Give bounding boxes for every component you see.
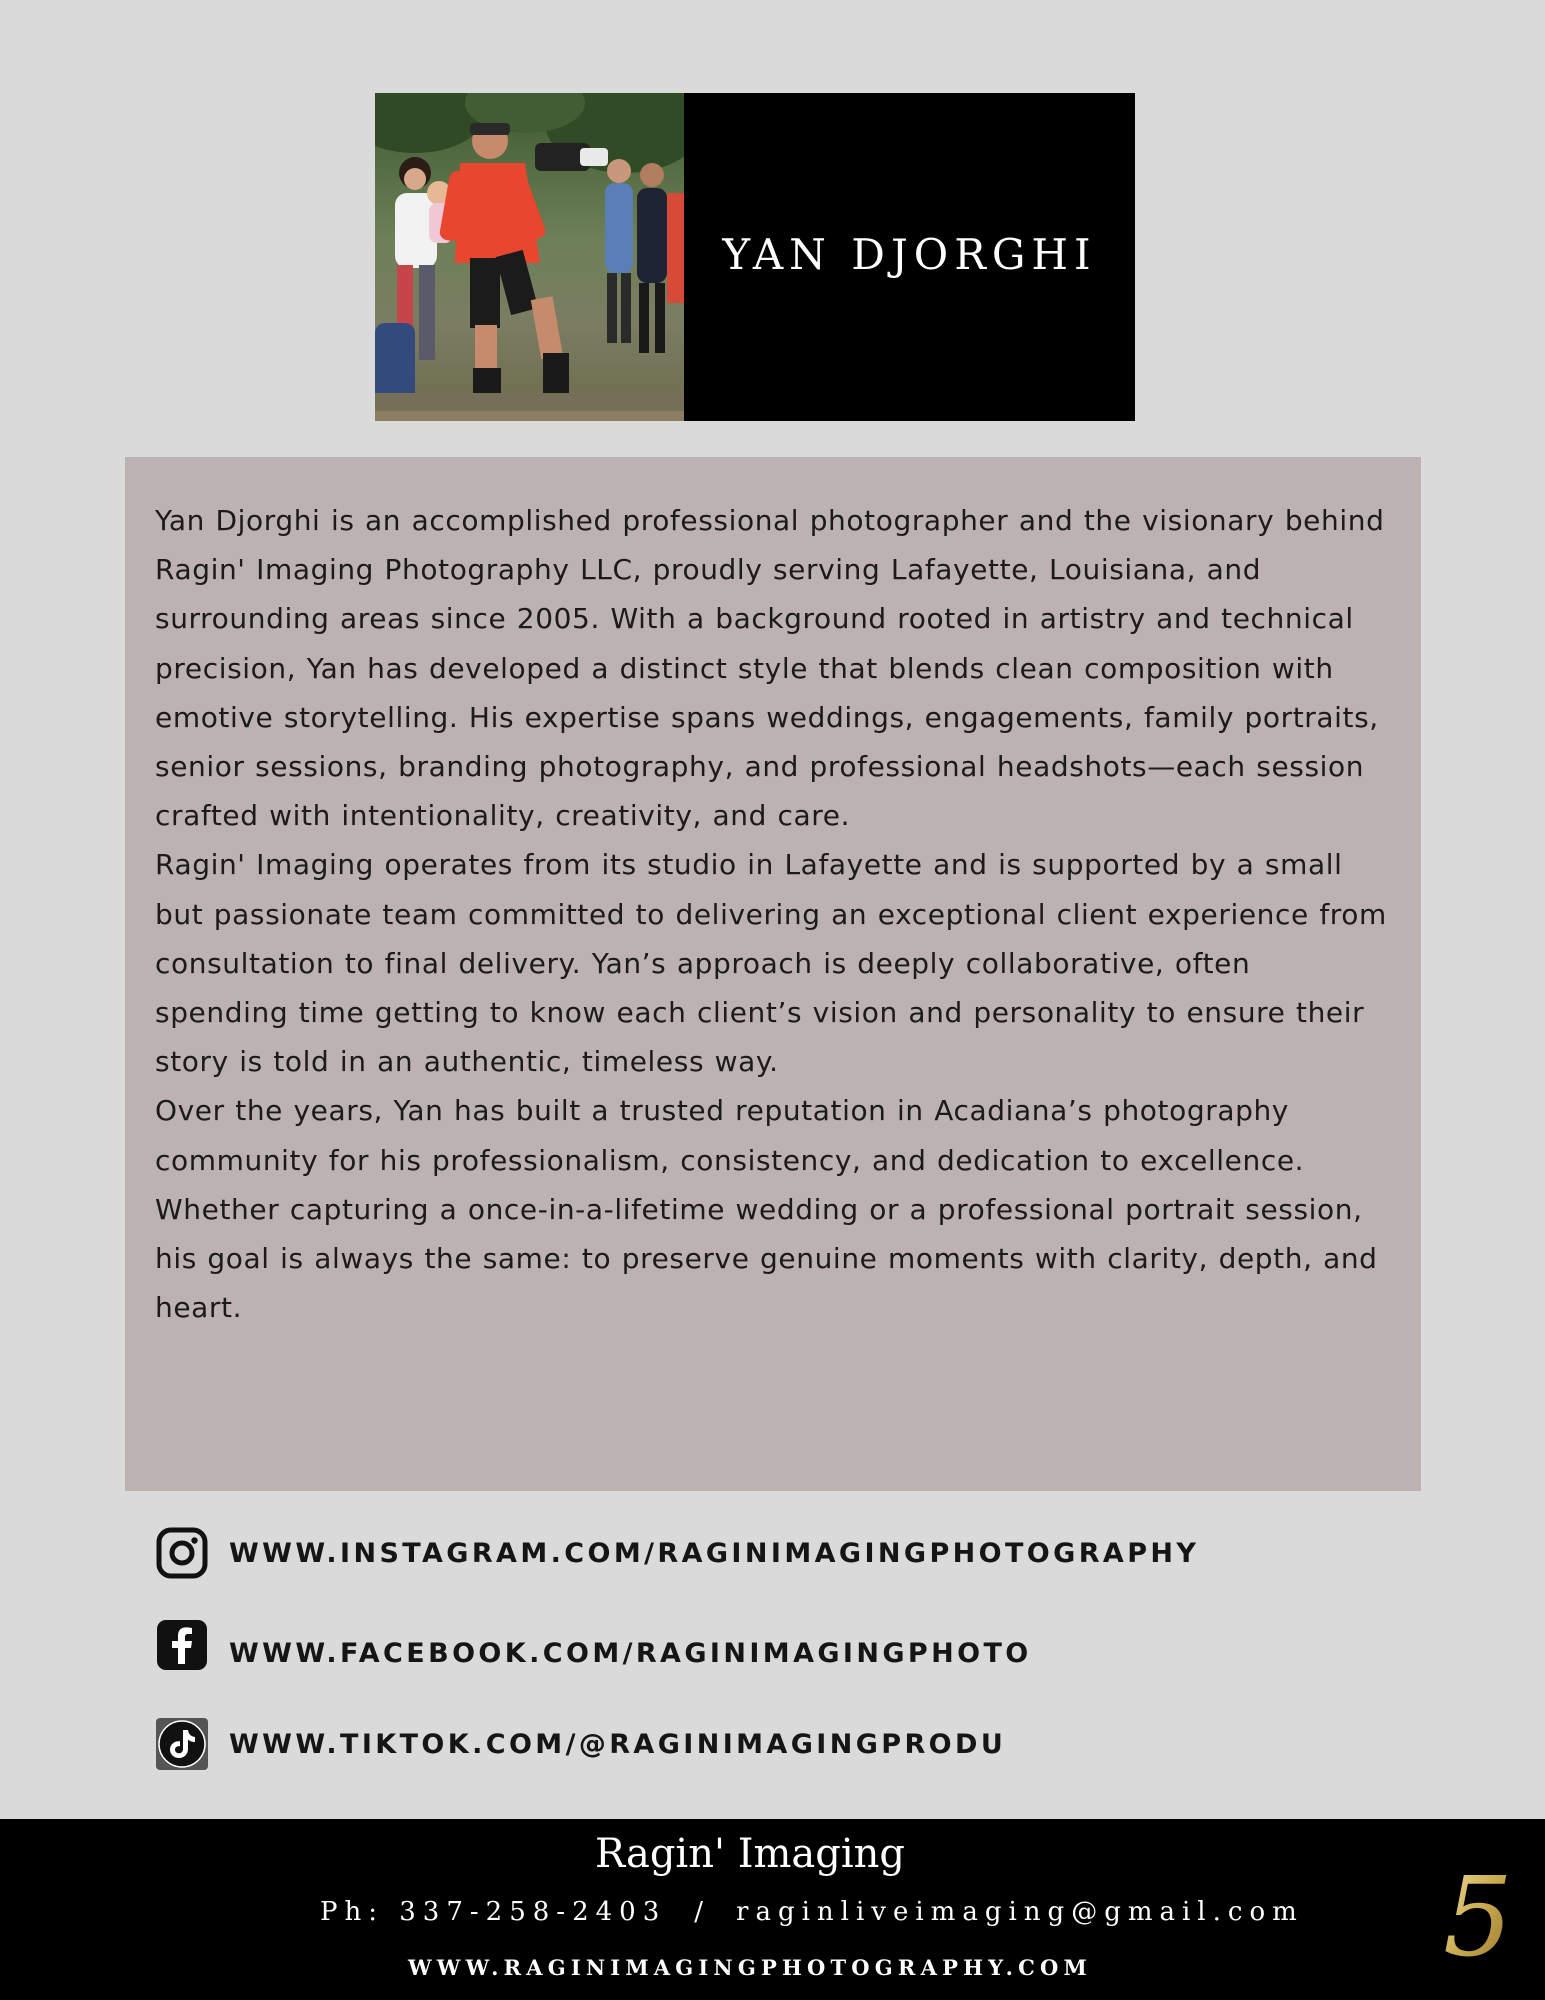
bio-section bbox=[125, 457, 1421, 1491]
phone-number: Ph: 337-258-2403 bbox=[320, 1897, 667, 1927]
instagram-link[interactable] bbox=[155, 1526, 1199, 1580]
email-address[interactable]: raginliveimaging@gmail.com bbox=[736, 1897, 1304, 1927]
tiktok-link[interactable] bbox=[155, 1717, 1006, 1771]
tiktok-icon bbox=[155, 1717, 209, 1771]
facebook-url: WWW.FACEBOOK.COM/RAGINIMAGINGPHOTO bbox=[229, 1637, 1032, 1669]
photographer-name: YAN DJORGHI bbox=[722, 229, 1097, 279]
footer bbox=[0, 1819, 1545, 2000]
footer-brand: Ragin' Imaging bbox=[594, 1831, 906, 1877]
footer-website[interactable]: WWW.RAGINIMAGINGPHOTOGRAPHY.COM bbox=[408, 1955, 1092, 1980]
instagram-icon bbox=[155, 1526, 209, 1580]
bio-paragraph-1: Yan Djorghi is an accomplished professional photographer and the visionary behind Ragin' Imaging Photography LLC, proudly serving Lafayette, Louisiana, and surrounding areas since 2005. With a background rooted in artistry and technical precision, Yan has developed a distinct style that blends clean composition with emotive storytelling. His expertise spans weddings, engagements, family portraits, senior sessions, branding photography, and professional headshots—each session crafted with intentionality, creativity, and care. bbox=[155, 504, 1385, 833]
tiktok-url: WWW.TIKTOK.COM/@RAGINIMAGINGPRODU bbox=[229, 1728, 1007, 1760]
contact-separator: / bbox=[694, 1897, 711, 1927]
footer-contact bbox=[320, 1897, 1304, 1927]
facebook-link[interactable] bbox=[155, 1618, 1032, 1672]
bio-paragraph-3: Over the years, Yan has built a trusted reputation in Acadiana’s photography community for his professionalism, consistency, and dedication to excellence. Whether capturing a once-in-a-lifetime wedding or a professional portrait session, his goal is always the same: to preserve genuine moments with clarity, depth, and heart. bbox=[155, 1094, 1378, 1325]
anniversary-badge-icon bbox=[1435, 1865, 1521, 1965]
header-card bbox=[375, 93, 1135, 421]
photographer-photo bbox=[375, 93, 684, 421]
badge-number: 5 bbox=[1443, 1865, 1513, 1965]
instagram-url: WWW.INSTAGRAM.COM/RAGINIMAGINGPHOTOGRAPHY bbox=[229, 1537, 1200, 1569]
facebook-icon bbox=[155, 1618, 209, 1672]
bio-paragraph-2: Ragin' Imaging operates from its studio in Lafayette and is supported by a small but passionate team committed to delivering an exceptional client experience from consultation to final delivery. Yan’s approach is deeply collaborative, often spending time getting to know each client’s vision and personality to ensure their story is told in an authentic, timeless way. bbox=[155, 848, 1387, 1079]
